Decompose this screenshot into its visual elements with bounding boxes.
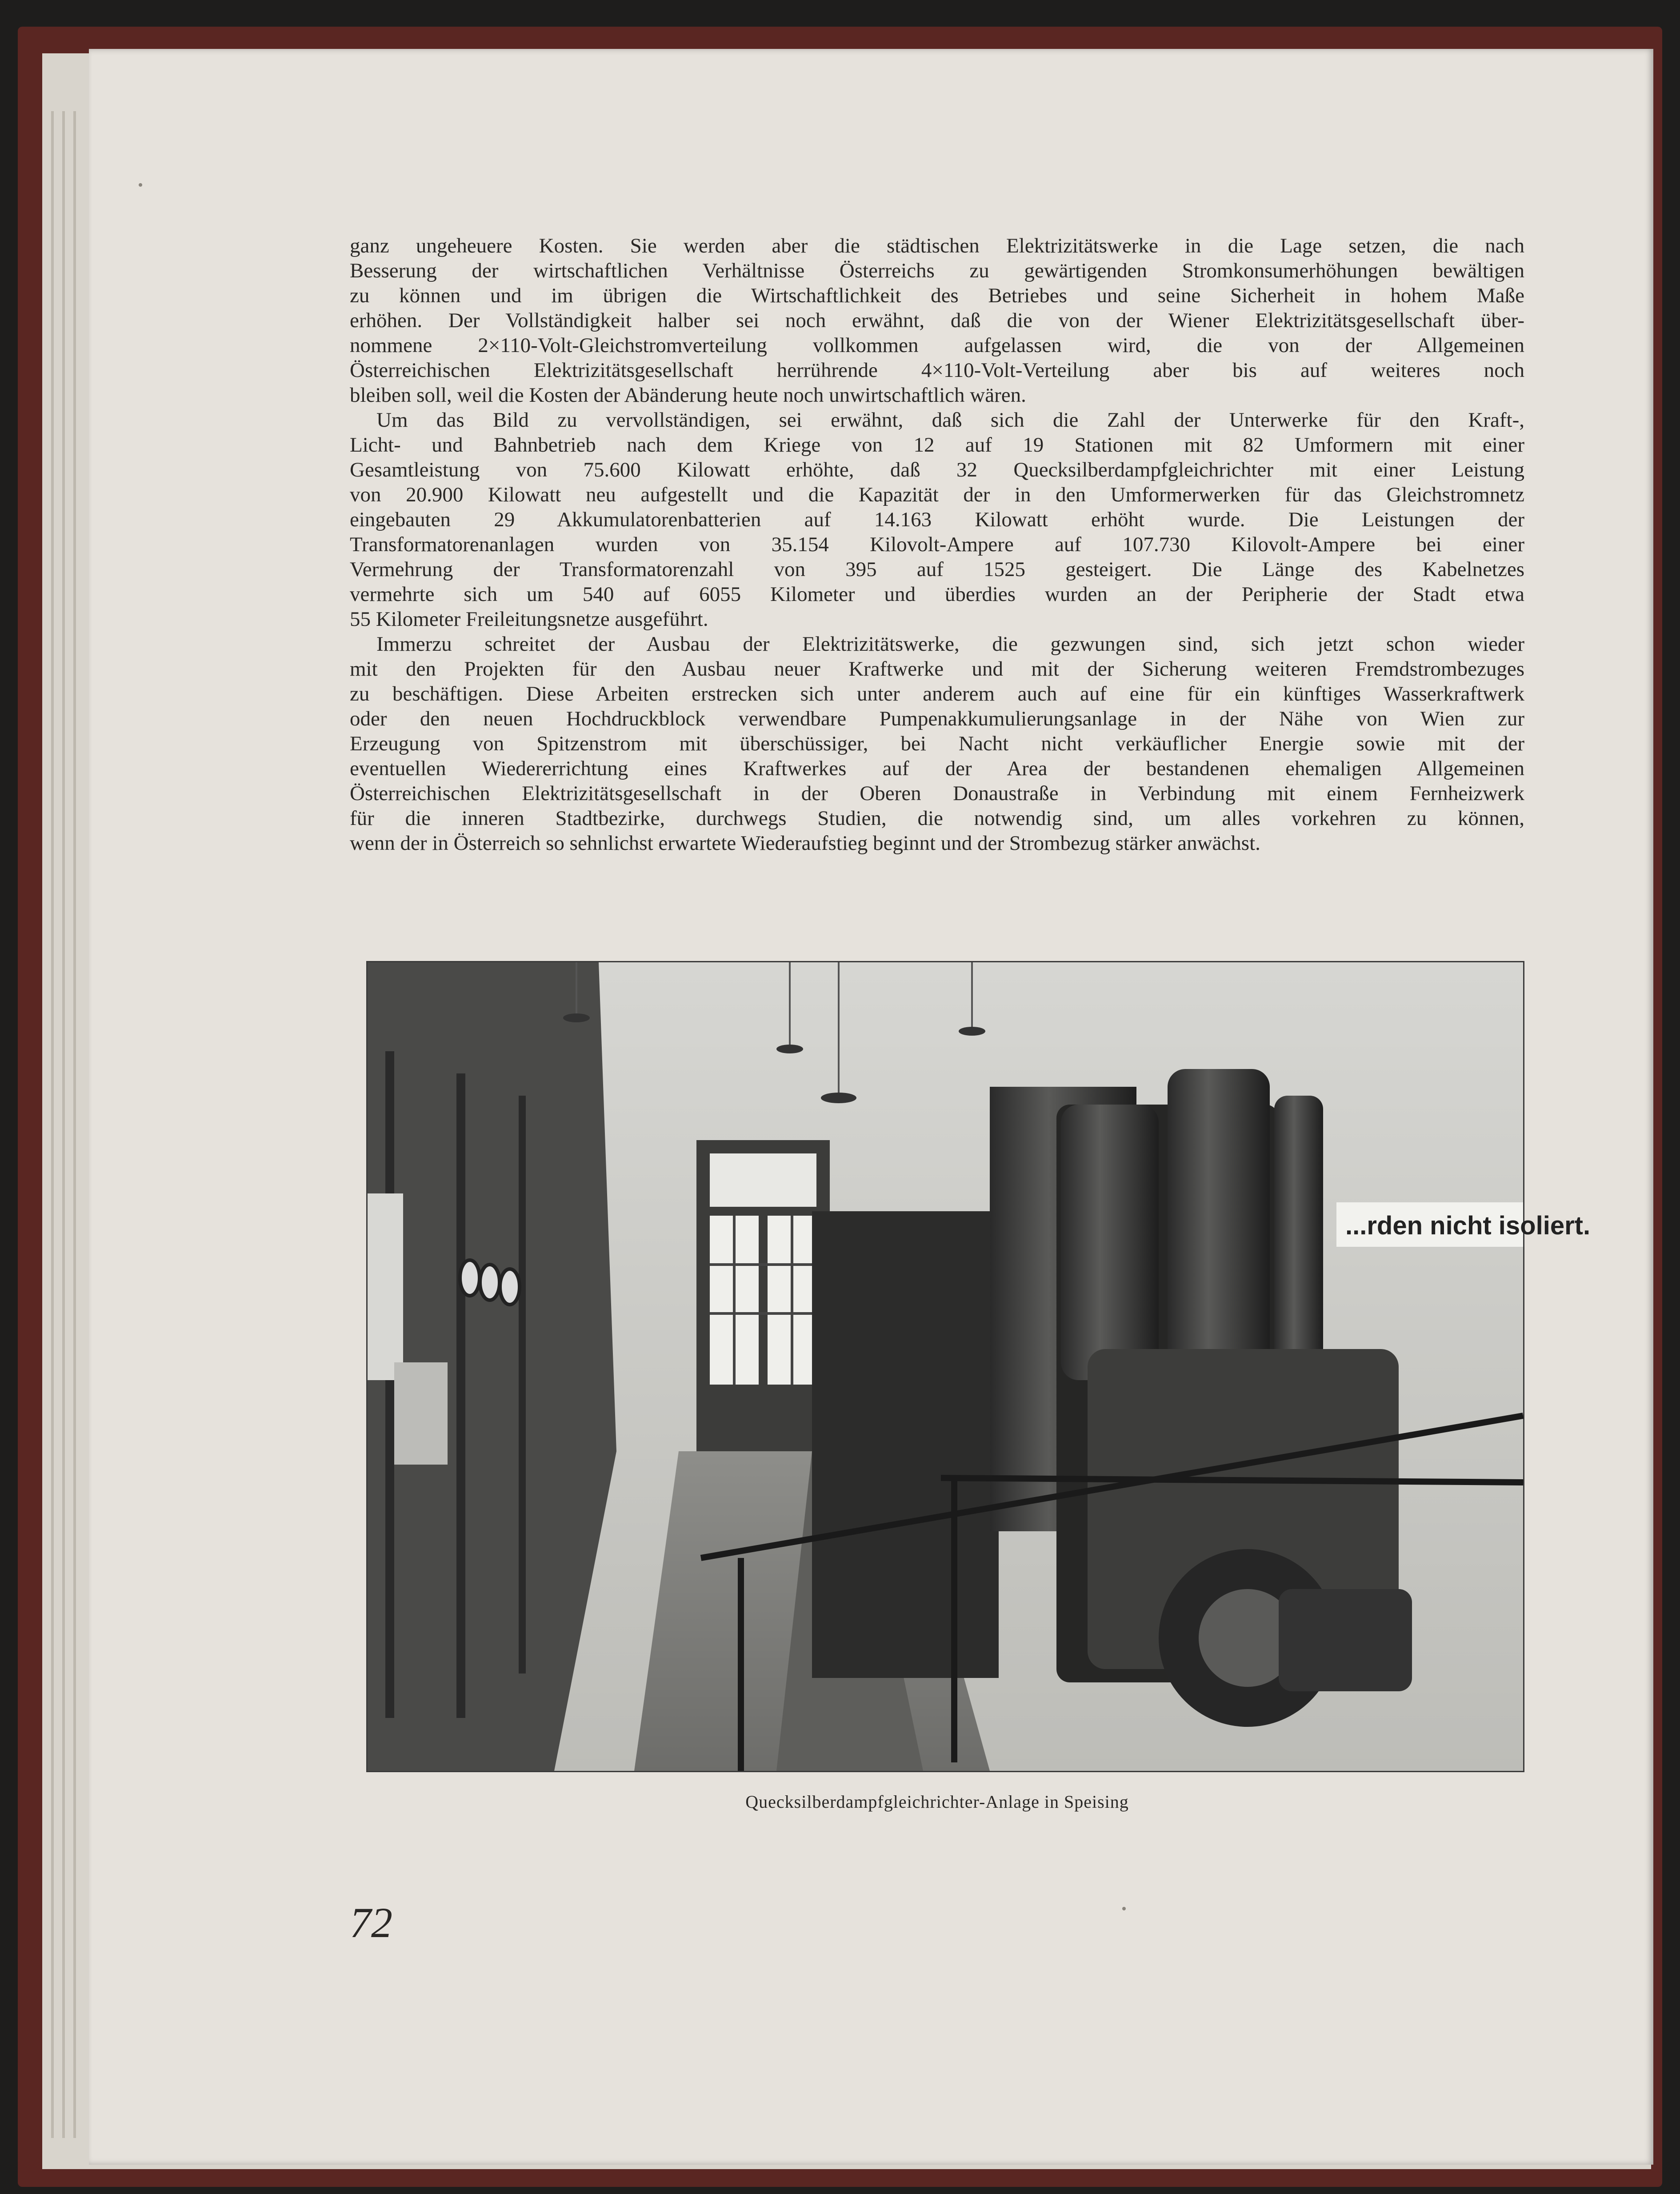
text-line: Vermehrung der Transformatorenzahl von 395 auf 1525 gesteigert. Die Länge des Kabelnetzes bbox=[350, 558, 1524, 581]
text-line: mit den Projekten für den Ausbau neuer Kraftwerke und mit der Sicherung weiteren Fremdstrombezuges bbox=[350, 657, 1524, 681]
paragraph bbox=[350, 408, 1524, 632]
text-line: Transformatorenanlagen wurden von 35.154 Kilovolt-Ampere auf 107.730 Kilovolt-Ampere bei einer bbox=[350, 533, 1524, 556]
photo-illustration bbox=[368, 962, 1591, 1771]
speck bbox=[1122, 1907, 1126, 1910]
text-line: für die inneren Stadtbezirke, durchwegs Studien, die notwendig sind, um alles vorkehren zu können, bbox=[350, 807, 1524, 830]
text-line: wenn der in Österreich so sehnlichst erwartete Wiederaufstieg beginnt und der Strombezug stärker anwächst. bbox=[350, 832, 1260, 855]
paragraph bbox=[350, 233, 1524, 408]
text-line: vermehrte sich um 540 auf 6055 Kilometer und überdies wurden an der Peripherie der Stadt etwa bbox=[350, 583, 1524, 606]
text-line: nommene 2×110-Volt-Gleichstromverteilung vollkommen aufgelassen wird, die von der Allgemeinen bbox=[350, 334, 1524, 357]
page-number: 72 bbox=[350, 1899, 392, 1946]
text-line: Besserung der wirtschaftlichen Verhältnisse Österreichs zu gewärtigenden Stromkonsumerhöhungen bewältigen bbox=[350, 259, 1524, 282]
text-line: Erzeugung von Spitzenstrom mit überschüssiger, bei Nacht nicht verkäuflicher Energie sowie mit der bbox=[350, 732, 1524, 755]
speck bbox=[139, 183, 142, 187]
text-line: 55 Kilometer Freileitungsnetze ausgeführt. bbox=[350, 608, 708, 631]
text-line: Licht- und Bahnbetrieb nach dem Kriege von 12 auf 19 Stationen mit 82 Umformern mit einer bbox=[350, 433, 1524, 456]
text-line: oder den neuen Hochdruckblock verwendbare Pumpenakkumulierungsanlage in der Nähe von Wien zur bbox=[350, 707, 1524, 730]
text-line: Gesamtleistung von 75.600 Kilowatt erhöhte, daß 32 Quecksilberdampfgleichrichter mit einer Leistung bbox=[350, 458, 1524, 481]
body-text bbox=[350, 233, 1524, 856]
text-line: Österreichischen Elektrizitätsgesellschaft herrührende 4×110-Volt-Verteilung aber bis auf weiteres noch bbox=[350, 359, 1524, 382]
text-line: Immerzu schreitet der Ausbau der Elektrizitätswerke, die gezwungen sind, sich jetzt schon wieder bbox=[376, 633, 1524, 656]
paragraph bbox=[350, 632, 1524, 856]
text-line: zu können und im übrigen die Wirtschaftlichkeit des Betriebes und seine Sicherheit in hohem Maße bbox=[350, 284, 1524, 307]
text-line: eventuellen Wiedererrichtung eines Kraftwerkes auf der Area der bestandenen ehemaligen Allgemeinen bbox=[350, 757, 1524, 780]
text-line: zu beschäftigen. Diese Arbeiten erstrecken sich unter anderem auch auf eine für ein künftiges Wasserkraftwerk bbox=[350, 682, 1524, 705]
text-line: Österreichischen Elektrizitätsgesellschaft in der Oberen Donaustraße in Verbindung mit einem Fernheizwerk bbox=[350, 782, 1524, 805]
page-edge bbox=[62, 111, 65, 2138]
page-edge bbox=[73, 111, 76, 2138]
text-line: Um das Bild zu vervollständigen, sei erwähnt, daß sich die Zahl der Unterwerke für den Kraft-, bbox=[376, 408, 1524, 432]
text-line: eingebauten 29 Akkumulatorenbatterien auf 14.163 Kilowatt erhöht wurde. Die Leistungen der bbox=[350, 508, 1524, 531]
photo-caption: Quecksilberdampfgleichrichter-Anlage in Speising bbox=[745, 1792, 1129, 1812]
sign-text: ...rden nicht isoliert. bbox=[1345, 1211, 1591, 1240]
text-line: bleiben soll, weil die Kosten der Abänderung heute noch unwirtschaftlich wären. bbox=[350, 384, 1026, 407]
page-edge bbox=[51, 111, 54, 2138]
text-line: erhöhen. Der Vollständigkeit halber sei noch erwähnt, daß die von der Wiener Elektrizitätsgesellschaft über- bbox=[350, 309, 1524, 332]
text-line: ganz ungeheuere Kosten. Sie werden aber die städtischen Elektrizitätswerke in die Lage setzen, die nach bbox=[350, 234, 1524, 257]
text-line: von 20.900 Kilowatt neu aufgestellt und die Kapazität der in den Umformerwerken für das Gleichstromnetz bbox=[350, 483, 1524, 506]
photograph-rectifier-hall bbox=[366, 961, 1591, 1772]
